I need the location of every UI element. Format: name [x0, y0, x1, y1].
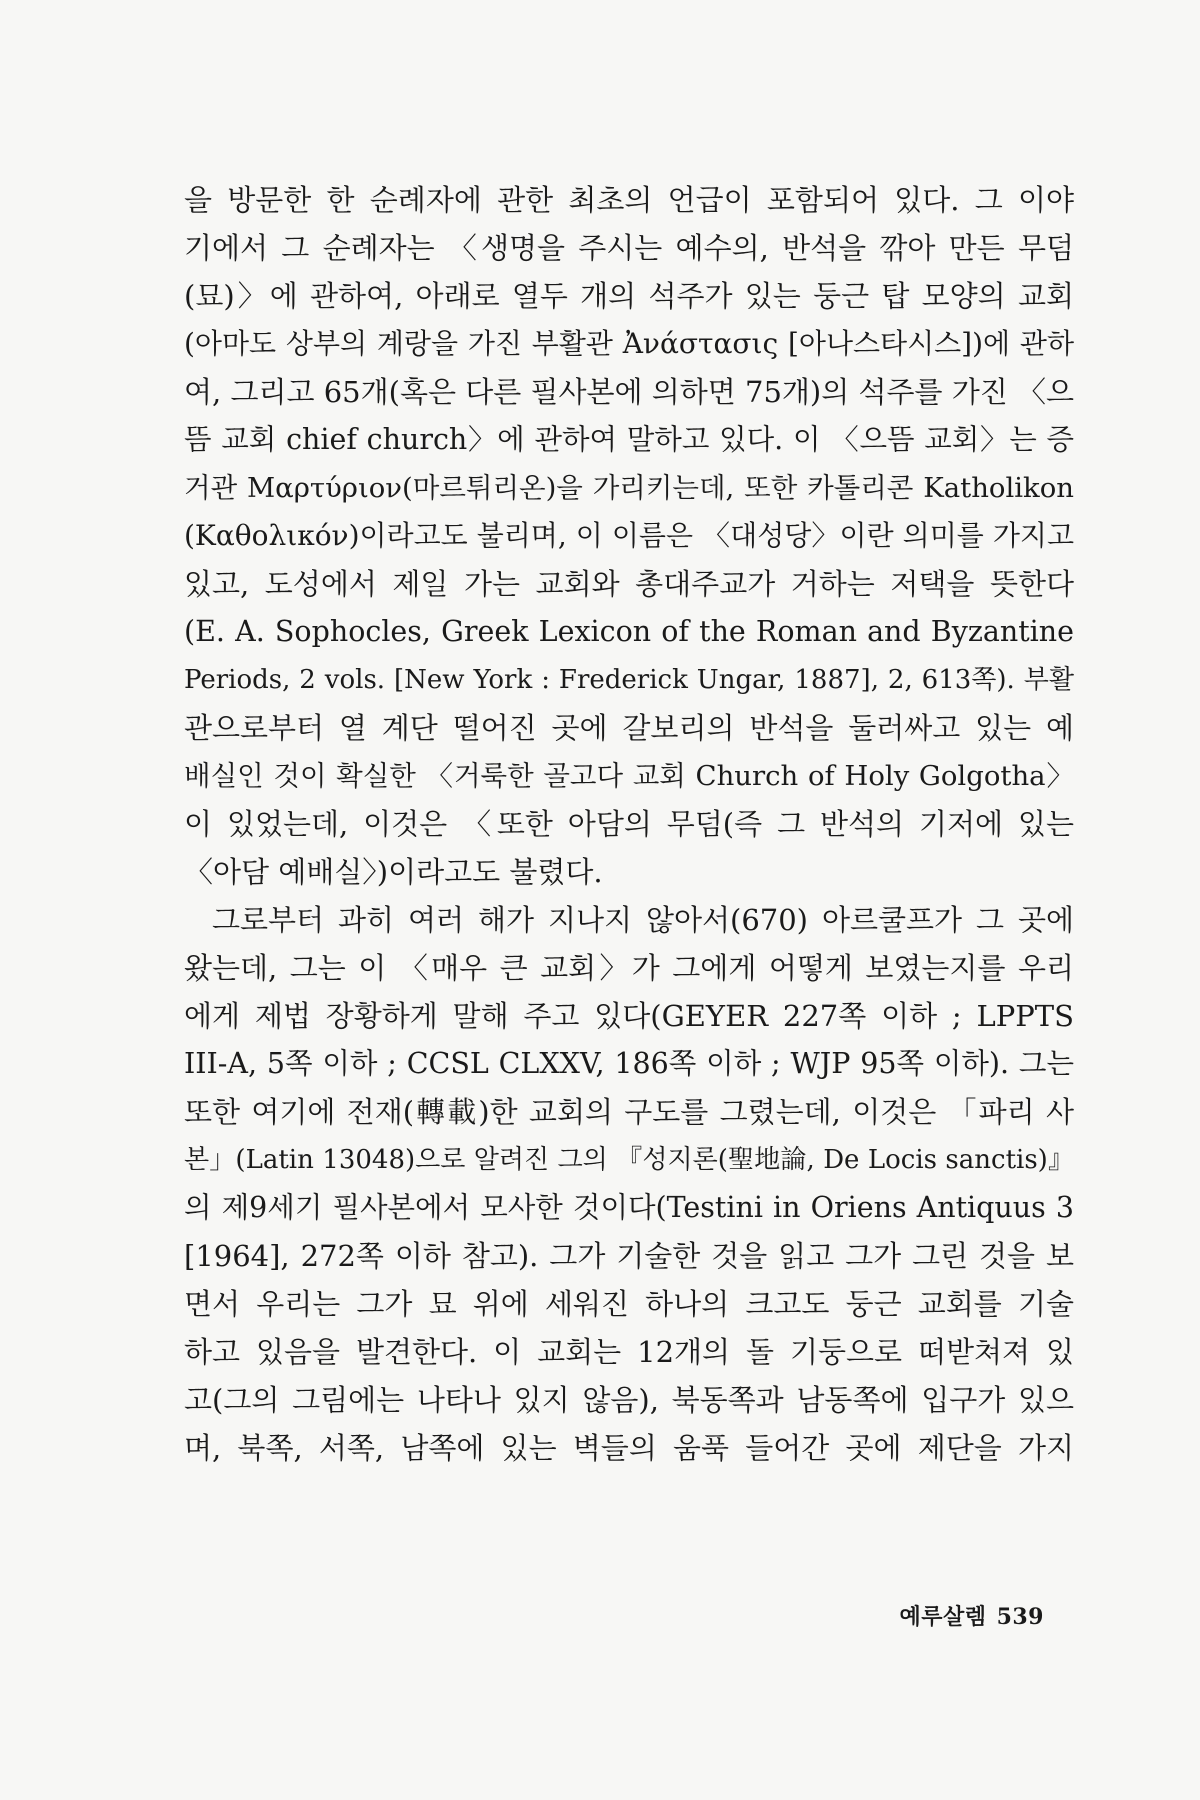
text-line: 배실인 것이 확실한 〈거룩한 골고다 교회 Church of Holy Golgotha〉 — [184, 760, 1074, 792]
text-line: 의 제9세기 필사본에서 모사한 것이다(Testini in Oriens Antiquus 3 — [184, 1191, 1074, 1224]
text-line: (E. A. Sophocles, Greek Lexicon of the Roman and Byzantine — [184, 615, 1074, 648]
page-footer — [900, 1600, 1044, 1631]
text-line: 며, 북쪽, 서쪽, 남쪽에 있는 벽들의 움푹 들어간 곳에 제단을 가지 — [184, 1431, 1074, 1465]
page-number: 539 — [996, 1604, 1044, 1630]
text-line: 또한 여기에 전재(轉載)한 교회의 구도를 그렸는데, 이것은 「파리 사 — [184, 1095, 1074, 1129]
body-text — [184, 176, 1074, 1472]
text-line: 있고, 도성에서 제일 가는 교회와 총대주교가 거하는 저택을 뜻한다 — [184, 567, 1074, 601]
text-line: (Καθολικόν)이라고도 불리며, 이 이름은 〈대성당〉이란 의미를 가지고 — [184, 519, 1074, 552]
text-line: 이 있었는데, 이것은 〈또한 아담의 무덤(즉 그 반석의 기저에 있는 — [184, 807, 1074, 841]
text-line: 거관 Μαρτύριον(마르튀리온)을 가리키는데, 또한 카톨리콘 Katholikon — [184, 472, 1074, 504]
text-line: 뜸 교회 chief church〉에 관하여 말하고 있다. 이 〈으뜸 교회〉는 증 — [184, 423, 1074, 456]
text-line: 면서 우리는 그가 묘 위에 세워진 하나의 크고도 둥근 교회를 기술 — [184, 1287, 1074, 1321]
text-line: 을 방문한 한 순례자에 관한 최초의 언급이 포함되어 있다. 그 이야 — [184, 183, 1074, 217]
text-line: 관으로부터 열 계단 떨어진 곳에 갈보리의 반석을 둘러싸고 있는 예 — [184, 711, 1074, 745]
text-line: III-A, 5쪽 이하 ; CCSL CLXXV, 186쪽 이하 ; WJP 95쪽 이하). 그는 — [184, 1047, 1074, 1080]
text-line: 왔는데, 그는 이 〈매우 큰 교회〉가 그에게 어떻게 보였는지를 우리 — [184, 951, 1074, 985]
text-line: 에게 제법 장황하게 말해 주고 있다(GEYER 227쪽 이하 ; LPPTS — [184, 999, 1074, 1033]
text-line: (묘)〉에 관하여, 아래로 열두 개의 석주가 있는 둥근 탑 모양의 교회 — [184, 279, 1074, 313]
text-line: 그로부터 과히 여러 해가 지나지 않아서(670) 아르쿨프가 그 곳에 — [212, 903, 1074, 937]
text-line: 〈아담 예배실〉)이라고도 불렸다. — [184, 855, 603, 889]
text-line: Periods, 2 vols. [New York : Frederick Ungar, 1887], 2, 613쪽). 부활 — [184, 665, 1074, 695]
running-head: 예루살렘 — [899, 1605, 987, 1630]
text-line: 기에서 그 순례자는 〈생명을 주시는 예수의, 반석을 깎아 만든 무덤 — [184, 231, 1074, 265]
text-line: 하고 있음을 발견한다. 이 교회는 12개의 돌 기둥으로 떠받쳐져 있 — [184, 1335, 1074, 1369]
text-line: 본」(Latin 13048)으로 알려진 그의 『성지론(聖地論, De Locis sanctis)』 — [184, 1145, 1074, 1175]
text-line: 여, 그리고 65개(혹은 다른 필사본에 의하면 75개)의 석주를 가진 〈으 — [184, 375, 1074, 409]
text-line: [1964], 272쪽 이하 참고). 그가 기술한 것을 읽고 그가 그린 것을 보 — [184, 1239, 1074, 1273]
text-line: 고(그의 그림에는 나타나 있지 않음), 북동쪽과 남동쪽에 입구가 있으 — [184, 1383, 1074, 1417]
text-line: (아마도 상부의 계랑을 가진 부활관 Ἀνάστασις [아나스타시스])에 관하 — [184, 327, 1074, 360]
